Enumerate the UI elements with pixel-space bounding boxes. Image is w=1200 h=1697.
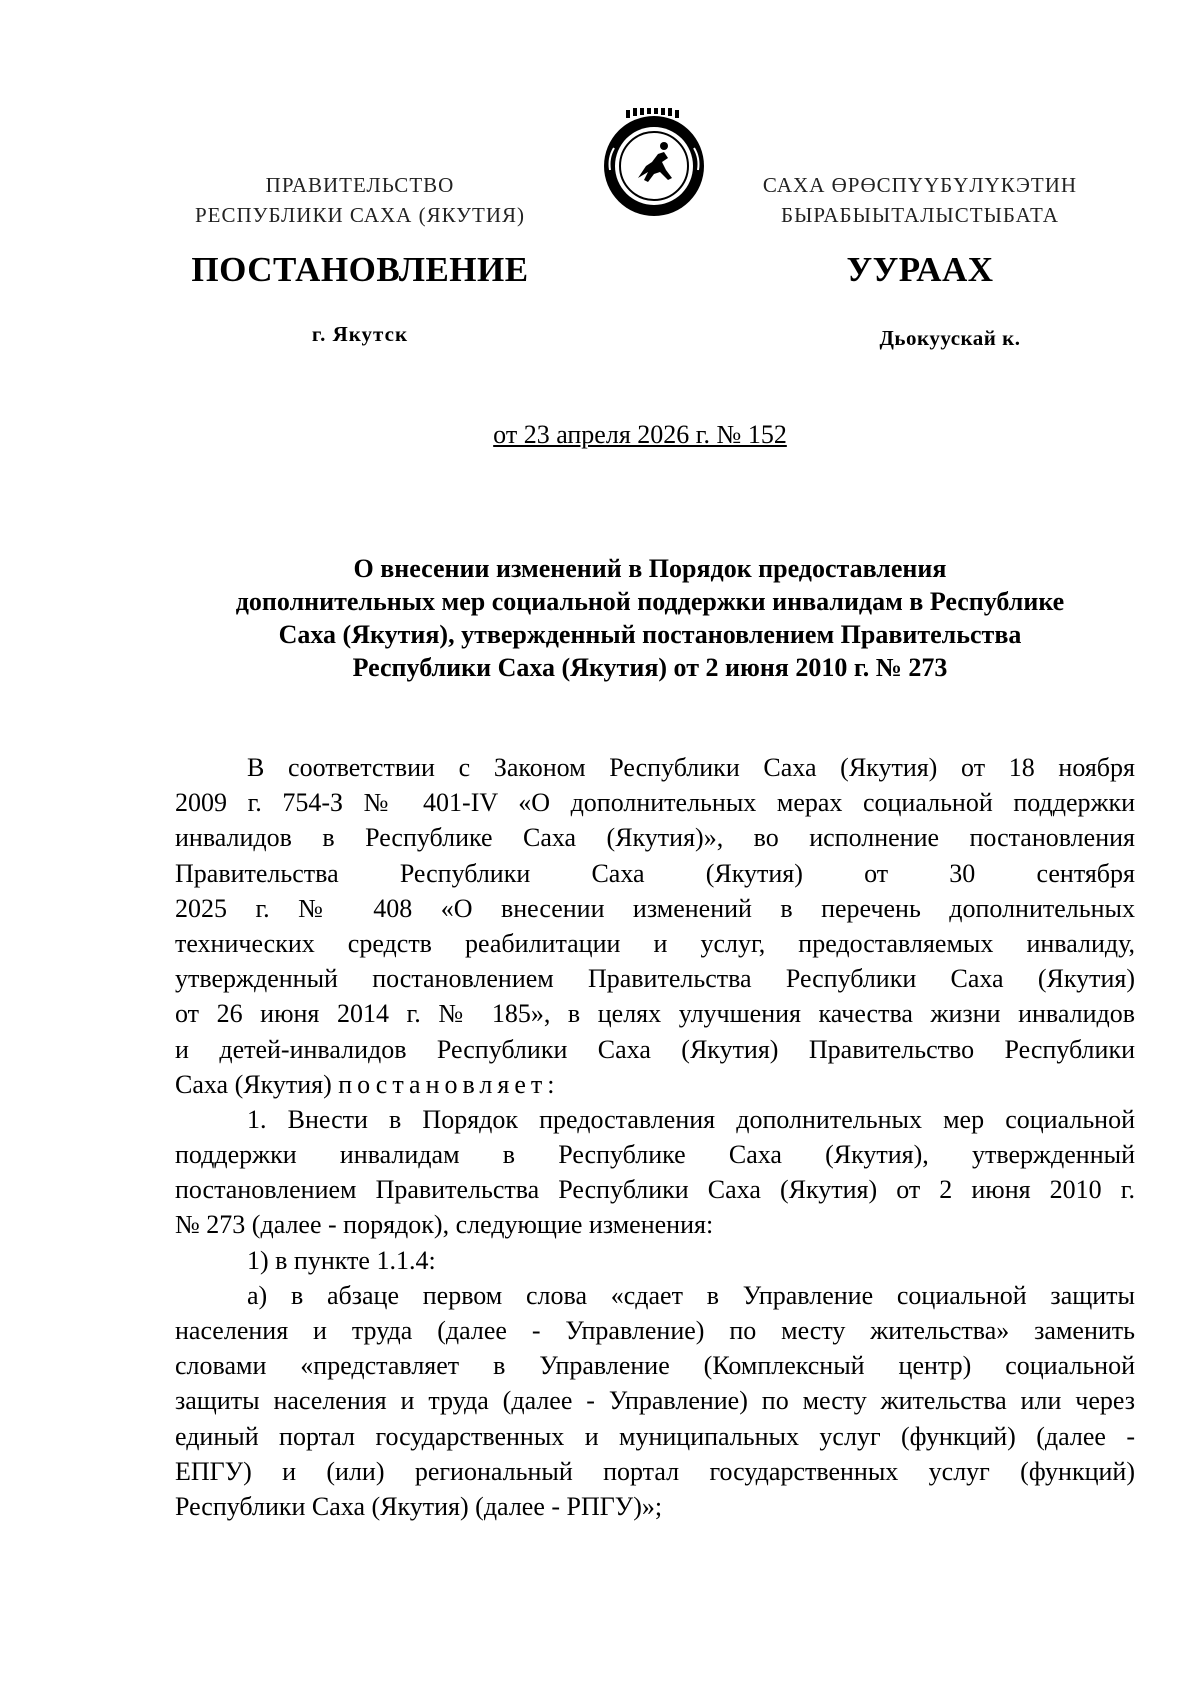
body-line: защиты населения и труда (далее - Управление) по месту жительства или через bbox=[175, 1386, 1135, 1416]
issuer-line: БЫРАБЫЫТАЛЫСТЫБАТА bbox=[781, 203, 1059, 227]
doc-type-russian: ПОСТАНОВЛЕНИЕ bbox=[191, 250, 529, 289]
body-line: 1) в пункте 1.1.4: bbox=[247, 1245, 436, 1275]
document-title bbox=[170, 552, 1130, 684]
body-line: 2009 г. 754-З № 401-IV «О дополнительных мерах социальной поддержки bbox=[175, 788, 1135, 818]
date-number-text: от 23 апреля 2026 г. № 152 bbox=[493, 420, 787, 449]
title-line: Саха (Якутия), утвержденный постановлением Правительства bbox=[278, 620, 1022, 649]
body-line: Республики Саха (Якутия) (далее - РПГУ)»; bbox=[175, 1491, 663, 1521]
body-line: а) в абзаце первом слова «сдает в Управление социальной защиты bbox=[247, 1280, 1135, 1310]
issuer-line: РЕСПУБЛИКИ САХА (ЯКУТИЯ) bbox=[194, 203, 526, 227]
body-line: и детей-инвалидов Республики Саха (Якутия) Правительство Республики bbox=[175, 1034, 1135, 1064]
body-line: утвержденный постановлением Правительства Республики Саха (Якутия) bbox=[175, 964, 1135, 994]
body-line-prefix: Саха (Якутия) bbox=[175, 1069, 339, 1099]
title-line: О внесении изменений в Порядок предоставления bbox=[353, 554, 947, 583]
body-line: населения и труда (далее - Управление) по месту жительства» заменить bbox=[175, 1316, 1135, 1345]
issuer-name-yakut bbox=[730, 170, 1110, 230]
issuer-line: САХА ӨРӨСПҮҮБҮЛҮКЭТИН bbox=[762, 173, 1078, 197]
body-line: инвалидов в Республике Саха (Якутия)», во исполнение постановления bbox=[175, 823, 1135, 853]
body-line: В соответствии с Законом Республики Саха (Якутия) от 18 ноября bbox=[247, 753, 1135, 782]
issuer-line: ПРАВИТЕЛЬСТВО bbox=[265, 173, 455, 197]
city-yakut: Дьокуускай к. bbox=[879, 326, 1021, 350]
resolves-word: постановляет: bbox=[338, 1069, 560, 1099]
city-russian: г. Якутск bbox=[311, 322, 409, 346]
body-line: технических средств реабилитации и услуг, предоставляемых инвалиду, bbox=[175, 928, 1135, 958]
title-line: Республики Саха (Якутия) от 2 июня 2010 г. № 273 bbox=[352, 653, 948, 682]
body-line: поддержки инвалидам в Республике Саха (Якутия), утвержденный bbox=[175, 1140, 1135, 1170]
body-line: ЕПГУ) и (или) региональный портал государственных услуг (функций) bbox=[175, 1456, 1135, 1486]
body-line: 1. Внести в Порядок предоставления дополнительных мер социальной bbox=[247, 1104, 1135, 1134]
body-line: единый портал государственных и муниципальных услуг (функций) (далее - bbox=[175, 1421, 1135, 1451]
body-line: № 273 (далее - порядок), следующие изменения: bbox=[175, 1210, 714, 1240]
body-line: постановлением Правительства Республики Саха (Якутия) от 2 июня 2010 г. bbox=[175, 1175, 1135, 1205]
body-line: Правительства Республики Саха (Якутия) от 30 сентября bbox=[175, 858, 1135, 888]
document-body bbox=[175, 750, 1135, 1524]
body-line: 2025 г. № 408 «О внесении изменений в перечень дополнительных bbox=[175, 893, 1135, 923]
date-and-number bbox=[0, 420, 1200, 450]
coat-of-arms-emblem bbox=[598, 108, 710, 220]
body-line: словами «представляет в Управление (Комплексный центр) социальной bbox=[175, 1351, 1135, 1381]
issuer-name-russian bbox=[150, 170, 570, 230]
title-line: дополнительных мер социальной поддержки инвалидам в Республике bbox=[235, 587, 1065, 616]
doc-type-yakut: УУРААХ bbox=[846, 250, 994, 289]
body-line: от 26 июня 2014 г. № 185», в целях улучшения качества жизни инвалидов bbox=[175, 999, 1135, 1029]
body-line bbox=[175, 1067, 1135, 1102]
